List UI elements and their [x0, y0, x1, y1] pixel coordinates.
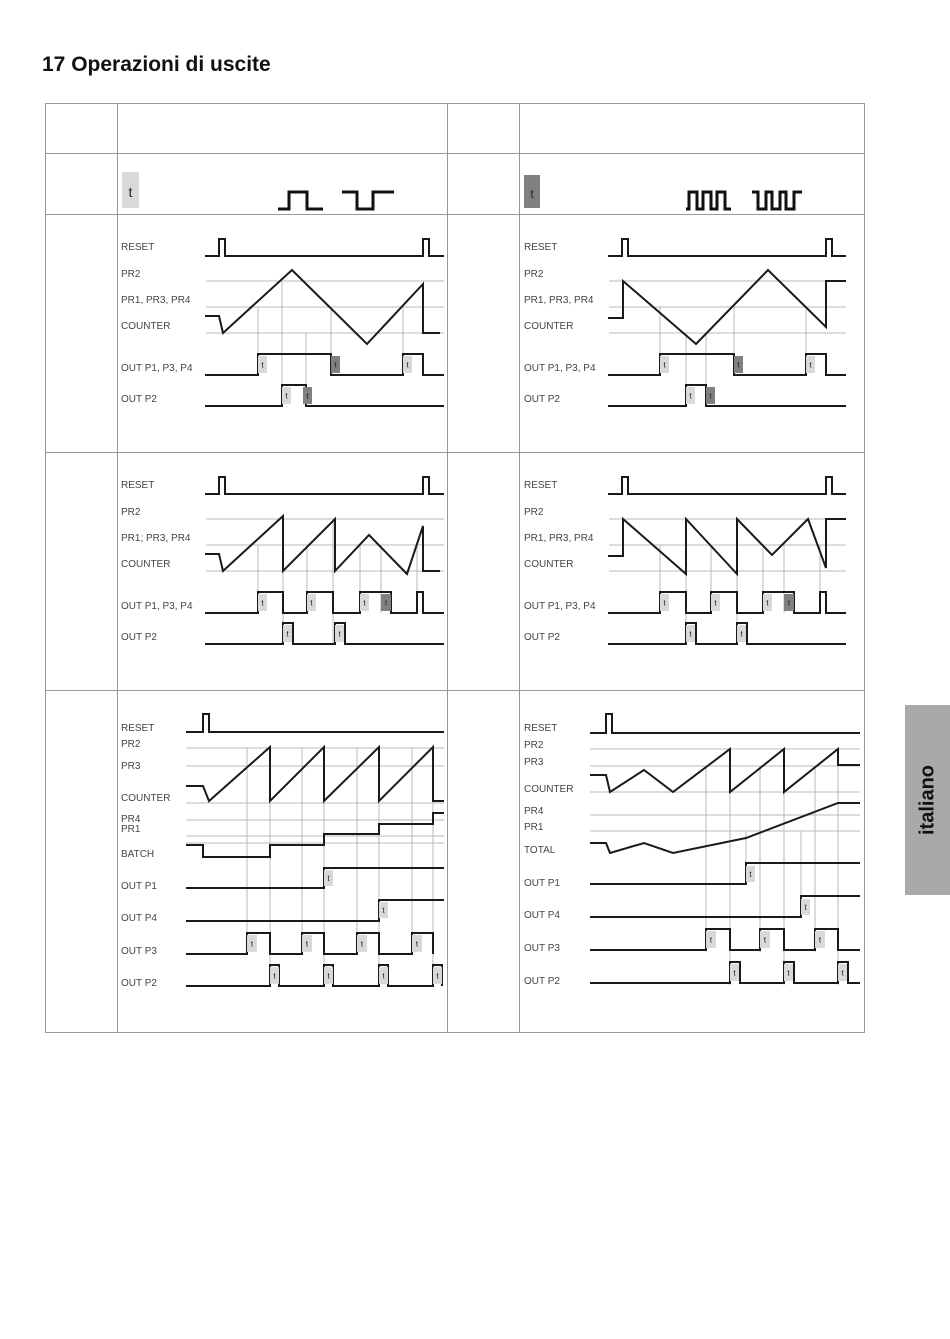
- signal-label: PR1; PR3, PR4: [121, 533, 191, 544]
- reset-signal: [205, 239, 444, 256]
- timing-diagram-row1-right: [524, 239, 846, 406]
- signal-label: PR3: [121, 761, 141, 772]
- timer-pulse-label: t: [338, 629, 341, 639]
- signal-label: PR1, PR3, PR4: [524, 533, 594, 544]
- timer-pulse-label: t: [310, 598, 313, 608]
- signal-label: RESET: [121, 723, 155, 734]
- timer-pulse-label: t: [261, 360, 264, 370]
- counter-signal: [186, 747, 444, 801]
- timer-pulse-label: t: [261, 598, 264, 608]
- signal-label: RESET: [121, 242, 155, 253]
- reset-signal: [590, 714, 860, 733]
- reset-signal: [186, 714, 444, 732]
- signal-label: RESET: [524, 723, 558, 734]
- timer-pulse-label: t: [286, 629, 289, 639]
- timing-diagram-row3-right: [524, 714, 860, 987]
- timer-pulse-label: t: [733, 968, 736, 978]
- signal-label: COUNTER: [524, 784, 574, 795]
- timing-diagram-row3-left: [121, 714, 444, 989]
- signal-label: PR2: [524, 740, 544, 751]
- signal-label: PR2: [121, 739, 141, 750]
- signal-label: PR4: [524, 806, 544, 817]
- signal-label: PR2: [121, 269, 141, 280]
- out-p1-signal: [590, 863, 860, 884]
- timing-diagram-row2-left: [121, 477, 444, 644]
- out-p2-signal: [186, 965, 442, 986]
- timer-pulse-label: t: [737, 360, 740, 370]
- out-p2-signal: [608, 623, 846, 644]
- pulse-symbol-left: [278, 192, 394, 209]
- out-p4-signal: [590, 896, 860, 917]
- timer-pulse-label: t: [663, 598, 666, 608]
- signal-label: OUT P2: [121, 978, 157, 989]
- timer-pulse-label: t: [787, 598, 791, 608]
- signal-label: PR4: [121, 814, 141, 825]
- signal-label: OUT P4: [121, 913, 157, 924]
- out-p1-signal: [186, 868, 444, 888]
- timer-pulse-label: t: [809, 360, 812, 370]
- timer-label-right: t: [530, 187, 534, 201]
- counter-signal: [608, 519, 846, 574]
- section-title: 17 Operazioni di uscite: [42, 53, 271, 76]
- signal-label: OUT P2: [524, 394, 560, 405]
- signal-label: OUT P1: [121, 881, 157, 892]
- signal-label: OUT P1: [524, 878, 560, 889]
- timer-pulse-label: t: [763, 935, 767, 945]
- timer-pulse-label: t: [406, 360, 409, 370]
- signal-label: RESET: [524, 480, 558, 491]
- timing-diagram-row1-left: [121, 239, 444, 406]
- timer-pulse-label: t: [804, 903, 807, 912]
- reset-signal: [608, 239, 846, 256]
- timer-pulse-label: t: [327, 874, 330, 883]
- timer-pulse-label: t: [749, 870, 752, 879]
- signal-label: OUT P2: [524, 632, 560, 643]
- signal-label: OUT P4: [524, 910, 560, 921]
- timer-pulse-label: t: [689, 391, 692, 401]
- signal-label: PR1: [121, 824, 141, 835]
- signal-label: COUNTER: [121, 793, 171, 804]
- signal-label: TOTAL: [524, 845, 556, 856]
- timer-box-right: [524, 175, 540, 208]
- out-p4-signal: [186, 900, 444, 921]
- timer-pulse-label: t: [384, 598, 388, 608]
- language-tab-label: italiano: [916, 764, 938, 836]
- signal-label: OUT P1, P3, P4: [524, 363, 596, 374]
- timer-label-left: t: [128, 184, 133, 200]
- timer-pulse-label: t: [689, 629, 692, 639]
- timer-pulse-label: t: [382, 971, 385, 981]
- signal-label: PR3: [524, 757, 544, 768]
- timer-pulse-label: t: [305, 939, 309, 949]
- timer-pulse-label: t: [436, 971, 439, 981]
- pulse-symbol-right: [686, 192, 802, 209]
- timer-pulse-label: t: [360, 939, 364, 949]
- signal-label: PR2: [121, 507, 141, 518]
- signal-label: COUNTER: [121, 321, 171, 332]
- timer-pulse-label: t: [663, 360, 666, 370]
- timer-pulse-label: t: [306, 391, 309, 401]
- timer-pulse-label: t: [787, 968, 790, 978]
- signal-label: OUT P2: [121, 632, 157, 643]
- signal-label: OUT P1, P3, P4: [121, 363, 193, 374]
- out-p2-signal: [205, 623, 444, 644]
- timer-pulse-label: t: [709, 935, 713, 945]
- out-p2-signal: [205, 385, 444, 406]
- timer-pulse-label: t: [709, 391, 712, 401]
- timer-pulse-label: t: [382, 906, 385, 915]
- out-p2-signal: [590, 962, 860, 983]
- signal-label: OUT P1, P3, P4: [524, 601, 596, 612]
- signal-label: RESET: [524, 242, 558, 253]
- signal-label: OUT P2: [121, 394, 157, 405]
- timer-pulse-label: t: [327, 971, 330, 981]
- signal-label: OUT P3: [121, 946, 157, 957]
- signal-label: OUT P3: [524, 943, 560, 954]
- out-p1-p3-p4-signal: [608, 592, 846, 613]
- signal-label: BATCH: [121, 849, 155, 860]
- timer-pulse-label: t: [273, 971, 276, 981]
- signal-label: PR1, PR3, PR4: [524, 295, 594, 306]
- timer-pulse-label: t: [714, 598, 717, 608]
- out-p2-signal: [608, 385, 846, 406]
- counter-signal: [590, 749, 860, 792]
- total-signal: [590, 803, 860, 853]
- signal-label: RESET: [121, 480, 155, 491]
- timer-pulse-label: t: [766, 598, 769, 608]
- signal-label: COUNTER: [524, 321, 574, 332]
- timer-pulse-label: t: [363, 598, 366, 608]
- timer-pulse-label: t: [818, 935, 822, 945]
- timer-pulse-label: t: [334, 360, 337, 370]
- signal-label: PR2: [524, 507, 544, 518]
- signal-label: OUT P1, P3, P4: [121, 601, 193, 612]
- out-p1-p3-p4-signal: [205, 592, 444, 613]
- timer-box-left: [122, 172, 139, 208]
- timer-pulse-label: t: [415, 939, 419, 949]
- reset-signal: [205, 477, 444, 494]
- timer-pulse-label: t: [740, 629, 743, 639]
- reset-signal: [608, 477, 846, 494]
- signal-label: OUT P2: [524, 976, 560, 987]
- timer-pulse-label: t: [250, 939, 254, 949]
- signal-label: PR1: [524, 822, 544, 833]
- signal-label: PR2: [524, 269, 544, 280]
- signal-label: PR1, PR3, PR4: [121, 295, 191, 306]
- signal-label: COUNTER: [121, 559, 171, 570]
- timing-diagram-row2-right: [524, 477, 846, 644]
- timer-pulse-label: t: [285, 391, 288, 401]
- signal-label: COUNTER: [524, 559, 574, 570]
- timer-pulse-label: t: [841, 968, 844, 978]
